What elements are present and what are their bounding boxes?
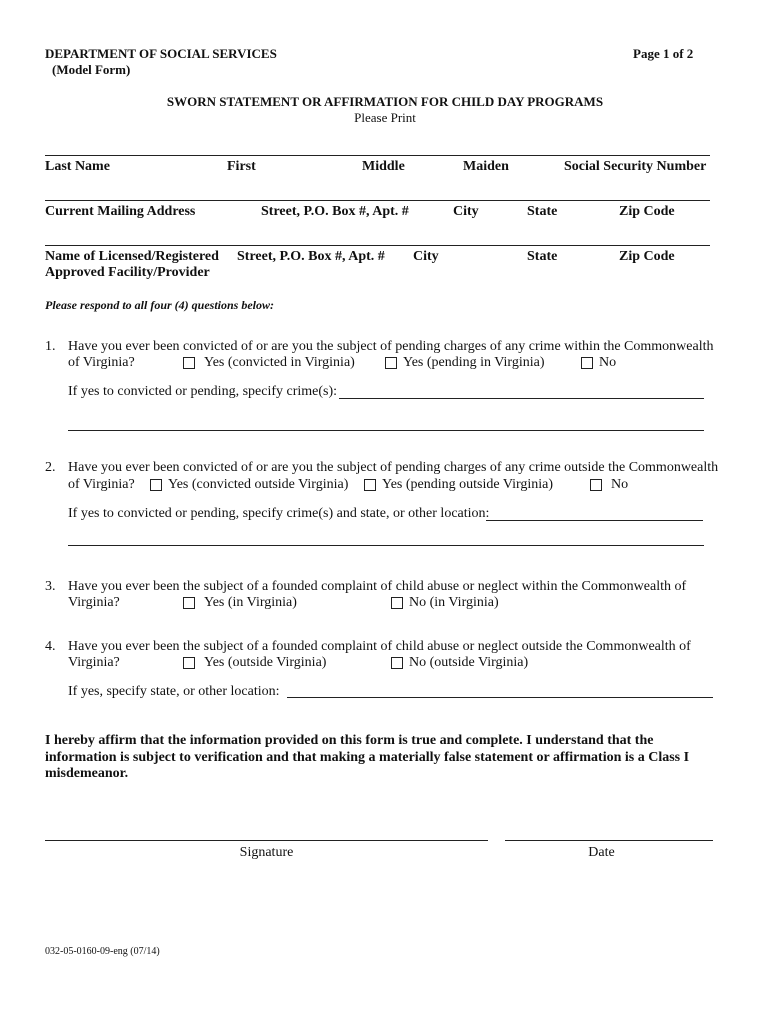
date-field[interactable] [505,840,713,841]
maiden-name-label: Maiden [463,159,509,174]
q4-specify-field[interactable] [287,697,713,698]
first-name-label: First [227,159,256,174]
q2-option-label: No [611,477,629,492]
q1-option-label: No [599,355,617,370]
q2-text-2: of Virginia? [68,477,135,492]
middle-name-label: Middle [362,159,405,174]
q1-number: 1. [45,339,56,354]
q3-option-label: No (in Virginia) [409,595,499,610]
instruction-text: Please respond to all four (4) questions below: [45,298,275,312]
form-subtitle: Please Print [354,110,416,125]
q4-number: 4. [45,639,56,654]
q2-text: Have you ever been convicted of or are you the subject of pending charges of any crime outside the Commonwealth [68,460,719,475]
q4-no-checkbox[interactable] [391,657,403,669]
q2-number: 2. [45,460,56,475]
q1-text-2: of Virginia? [68,355,135,370]
facility-line[interactable] [45,245,710,246]
form-code: 032-05-0160-09-eng (07/14) [45,946,160,957]
affirmation-text: I hereby affirm that the information provided on this form is true and complete. I understand that the information is subject to verification and that making a materially false statement or affirmation is a Class I misdemeanor. [45,733,690,781]
q1-no-checkbox[interactable] [581,357,593,369]
form-title: SWORN STATEMENT OR AFFIRMATION FOR CHILD DAY PROGRAMS [166,94,604,109]
page-number: Page 1 of 2 [633,46,694,61]
q4-text: Have you ever been the subject of a founded complaint of child abuse or neglect outside the Commonwealth of [68,639,691,654]
facility-street-label: Street, P.O. Box #, Apt. # [237,249,385,264]
q3-yes-checkbox[interactable] [183,597,195,609]
q1-yes-convicted-checkbox[interactable] [183,357,195,369]
department-name: DEPARTMENT OF SOCIAL SERVICES [45,46,277,61]
q2-no-checkbox[interactable] [590,479,602,491]
facility-label-2: Approved Facility/Provider [45,265,210,280]
model-form-label: (Model Form) [52,62,131,77]
signature-label: Signature [239,845,294,860]
ssn-label: Social Security Number [564,159,707,174]
q4-yes-checkbox[interactable] [183,657,195,669]
q4-option-label: Yes (outside Virginia) [204,655,327,670]
q1-option-label: Yes (pending in Virginia) [403,355,545,370]
facility-state-label: State [527,249,558,264]
facility-city-label: City [413,249,439,264]
q2-specify-field-2[interactable] [68,545,704,546]
address-line[interactable] [45,200,710,201]
q2-yes-pending-checkbox[interactable] [364,479,376,491]
q3-text-2: Virginia? [68,595,120,610]
street-label: Street, P.O. Box #, Apt. # [261,204,409,219]
q3-no-checkbox[interactable] [391,597,403,609]
q2-specify-field[interactable] [486,520,703,521]
q1-specify-label: If yes to convicted or pending, specify crime(s): [68,384,338,399]
q3-option-label: Yes (in Virginia) [204,595,297,610]
q1-option-label: Yes (convicted in Virginia) [204,355,355,370]
facility-zip-label: Zip Code [619,249,675,264]
last-name-label: Last Name [45,159,110,174]
q3-text: Have you ever been the subject of a founded complaint of child abuse or neglect within the Commonwealth of [68,579,687,594]
q2-option-label: Yes (pending outside Virginia) [382,477,554,492]
signature-field[interactable] [45,840,488,841]
state-label: State [527,204,558,219]
q2-yes-convicted-checkbox[interactable] [150,479,162,491]
q1-yes-pending-checkbox[interactable] [385,357,397,369]
q1-specify-field-2[interactable] [68,430,704,431]
q2-option-label: Yes (convicted outside Virginia) [168,477,349,492]
q1-specify-field[interactable] [339,398,704,399]
q4-specify-label: If yes, specify state, or other location: [68,684,280,699]
q4-text-2: Virginia? [68,655,120,670]
q1-text: Have you ever been convicted of or are you the subject of pending charges of any crime within the Commonwealth [68,339,714,354]
date-label: Date [588,845,615,860]
zip-label: Zip Code [619,204,675,219]
q4-option-label: No (outside Virginia) [409,655,529,670]
city-label: City [453,204,479,219]
q2-specify-label: If yes to convicted or pending, specify crime(s) and state, or other location: [68,506,490,521]
mailing-address-label: Current Mailing Address [45,204,196,219]
q3-number: 3. [45,579,56,594]
name-line[interactable] [45,155,710,156]
facility-label: Name of Licensed/Registered [45,249,219,264]
